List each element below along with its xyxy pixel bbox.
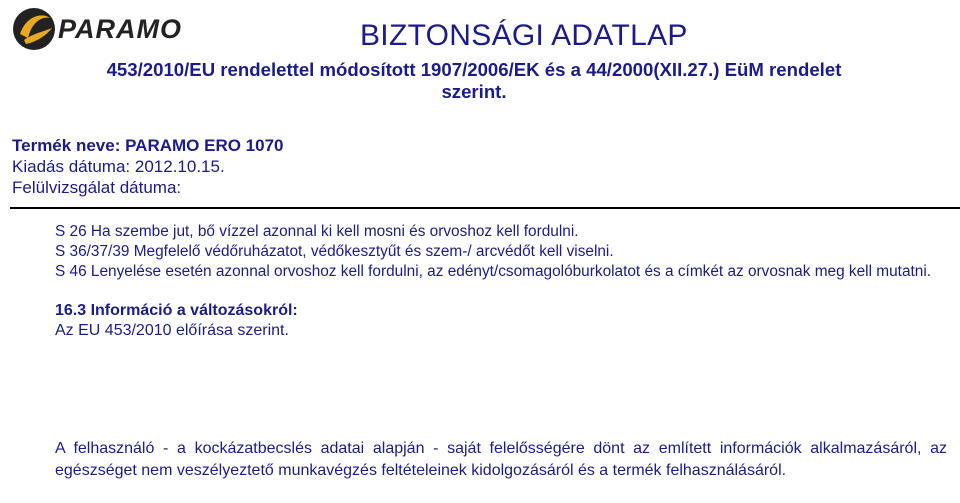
header-divider bbox=[10, 207, 960, 209]
issue-date-label: Kiadás dátuma: bbox=[12, 157, 131, 176]
section-16-3-heading: 16.3 Információ a változásokról: bbox=[55, 302, 298, 319]
product-name-line bbox=[12, 135, 284, 156]
document-title: BIZTONSÁGI ADATLAP bbox=[360, 19, 688, 52]
issue-date-value: 2012.10.15. bbox=[134, 157, 225, 176]
paramo-logo-graphic bbox=[12, 4, 200, 54]
document-subtitle: 453/2010/EU rendelettel módosított 1907/2006/EK és a 44/2000(XII.27.) EüM rendelet szerint. bbox=[106, 59, 842, 102]
revision-date-line bbox=[12, 177, 284, 198]
product-name-value: PARAMO ERO 1070 bbox=[125, 136, 284, 155]
product-name-label: Termék neve: bbox=[12, 136, 121, 155]
safety-phrase-s36-37-39: S 36/37/39 Megfelelő védőruházatot, védőkesztyűt és szem-/ arcvédőt kell viselni. bbox=[55, 243, 614, 260]
safety-phrase-s26: S 26 Ha szembe jut, bő vízzel azonnal ki kell mosni és orvoshoz kell fordulni. bbox=[55, 223, 579, 240]
revision-date-label: Felülvizsgálat dátuma: bbox=[12, 178, 182, 197]
logo-wordmark: PARAMO bbox=[58, 14, 182, 44]
disclaimer-text: A felhasználó - a kockázatbecslés adatai alapján - saját felelősségére dönt az említett információk alkalmazásáról, az egészséget nem veszélyeztető munkavégzés feltételeinek kidolgozásáról és a termék felhasználásáról. bbox=[55, 440, 947, 479]
section-16-3-text: Az EU 453/2010 előírása szerint. bbox=[55, 322, 289, 339]
safety-phrase-s46: S 46 Lenyelése esetén azonnal orvoshoz kell fordulni, az edényt/csomagolóburkolatot és a címkét az orvosnak meg kell mutatni. bbox=[55, 263, 932, 280]
product-meta bbox=[12, 135, 284, 198]
document-body bbox=[55, 222, 947, 341]
paramo-logo bbox=[12, 4, 200, 54]
issue-date-line bbox=[12, 156, 284, 177]
